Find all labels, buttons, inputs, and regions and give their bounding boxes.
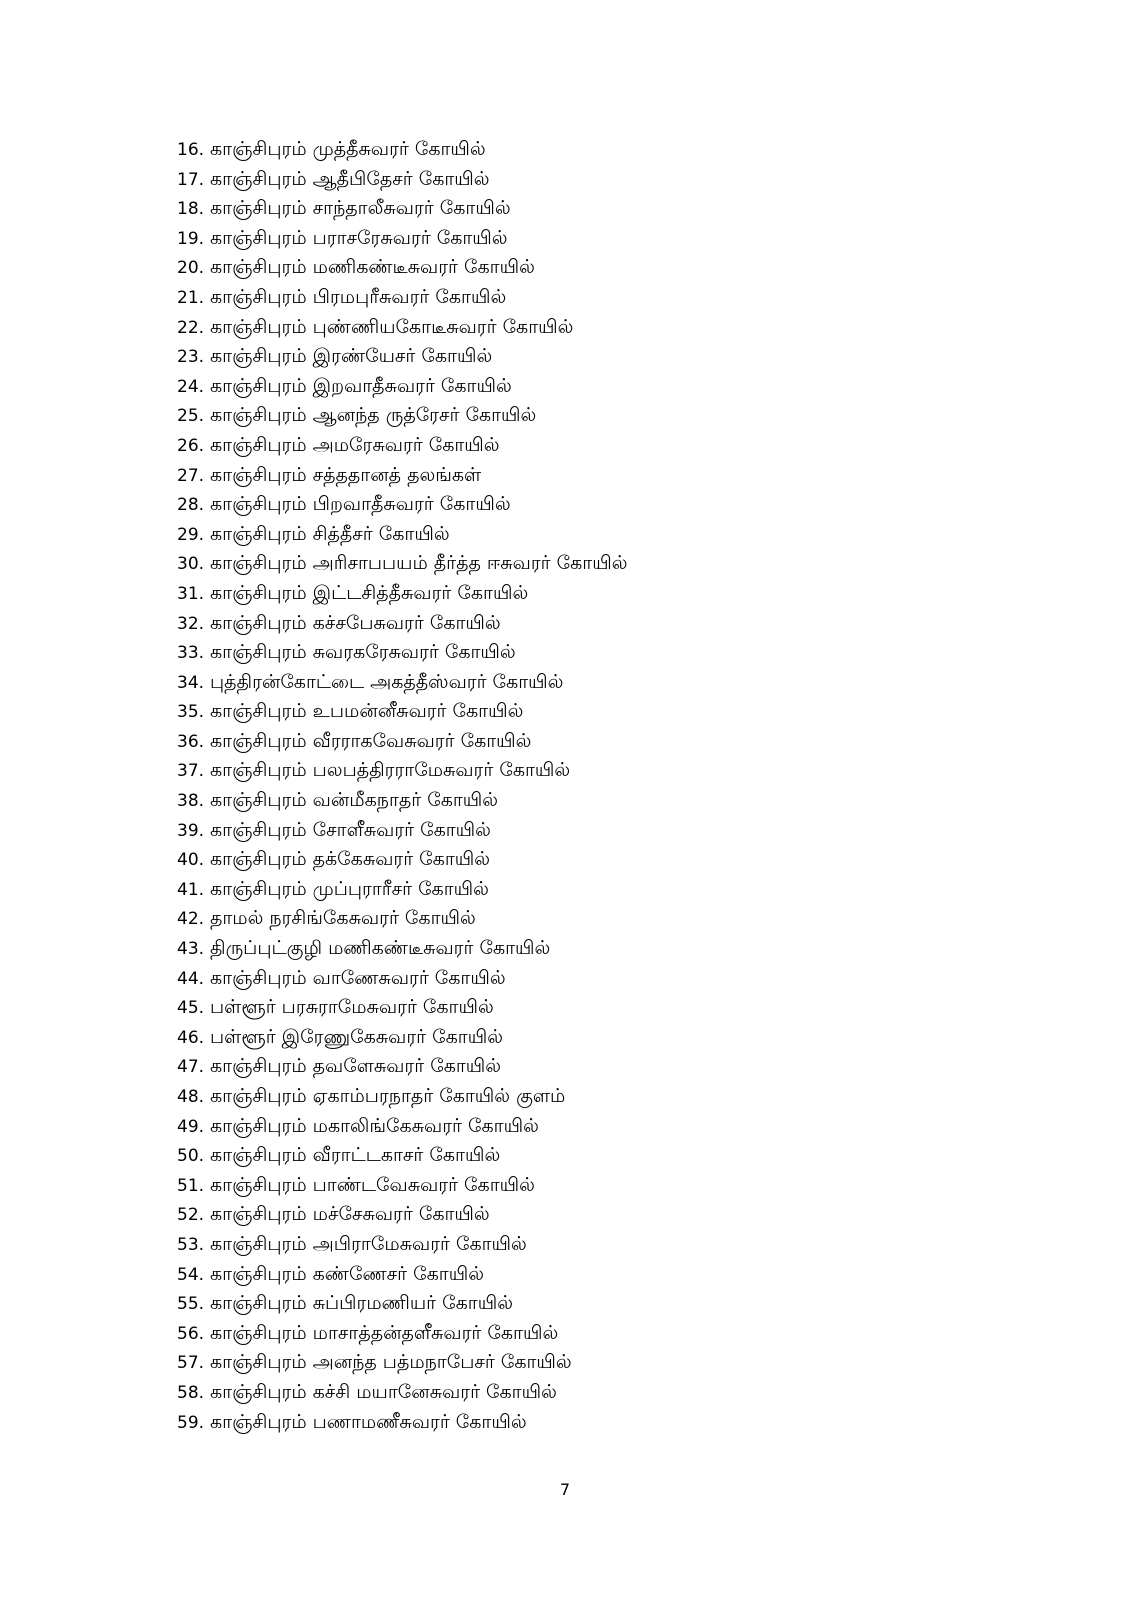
item-number: 54. bbox=[177, 1264, 205, 1285]
list-item bbox=[177, 609, 627, 639]
list-item bbox=[177, 313, 627, 343]
item-text: திருப்புட்குழி மணிகண்டீசுவரர் கோயில் bbox=[210, 937, 551, 960]
item-number: 55. bbox=[177, 1294, 205, 1315]
item-text: காஞ்சிபுரம் பலபத்திரராமேசுவரர் கோயில் bbox=[210, 759, 571, 782]
item-number: 47. bbox=[177, 1057, 205, 1078]
list-item bbox=[177, 579, 627, 609]
item-number: 50. bbox=[177, 1146, 205, 1167]
item-text: காஞ்சிபுரம் சுப்பிரமணியர் கோயில் bbox=[210, 1292, 513, 1315]
item-text: காஞ்சிபுரம் பிரமபுரீசுவரர் கோயில் bbox=[210, 285, 507, 308]
list-item bbox=[177, 253, 627, 283]
list-item bbox=[177, 1378, 627, 1408]
item-number: 27. bbox=[177, 465, 205, 486]
list-item bbox=[177, 401, 627, 431]
item-number: 52. bbox=[177, 1205, 205, 1226]
list-item bbox=[177, 549, 627, 579]
item-text: காஞ்சிபுரம் மகாலிங்கேசுவரர் கோயில் bbox=[210, 1114, 539, 1137]
item-text: காஞ்சிபுரம் இறவாதீசுவரர் கோயில் bbox=[210, 374, 512, 397]
item-number: 43. bbox=[177, 939, 205, 960]
item-text: காஞ்சிபுரம் ஆதீபிதேசர் கோயில் bbox=[210, 167, 490, 190]
item-text: காஞ்சிபுரம் தக்கேசுவரர் கோயில் bbox=[210, 848, 491, 871]
list-item bbox=[177, 964, 627, 994]
item-number: 16. bbox=[177, 140, 205, 160]
list-item bbox=[177, 1082, 627, 1112]
item-number: 41. bbox=[177, 879, 205, 900]
item-text: புத்திரன்கோட்டை அகத்தீஸ்வரர் கோயில் bbox=[210, 670, 564, 693]
item-text: காஞ்சிபுரம் ஏகாம்பரநாதர் கோயில் குளம் bbox=[210, 1085, 566, 1107]
item-number: 34. bbox=[177, 672, 205, 693]
list-item bbox=[177, 1171, 627, 1201]
item-text: காஞ்சிபுரம் அரிசாபபயம் தீர்த்த ஈசுவரர் கோயில் bbox=[210, 552, 628, 575]
item-text: காஞ்சிபுரம் கச்சி மயானேசுவரர் கோயில் bbox=[210, 1380, 557, 1403]
list-item bbox=[177, 786, 627, 816]
item-text: காஞ்சிபுரம் புண்ணியகோடீசுவரர் கோயில் bbox=[210, 315, 574, 338]
item-text: காஞ்சிபுரம் முத்தீசுவரர் கோயில் bbox=[210, 138, 486, 160]
item-number: 32. bbox=[177, 613, 205, 634]
list-item bbox=[177, 224, 627, 254]
item-text: காஞ்சிபுரம் உபமன்னீசுவரர் கோயில் bbox=[210, 700, 524, 723]
item-text: காஞ்சிபுரம் தவளேசுவரர் கோயில் bbox=[210, 1055, 502, 1078]
item-number: 19. bbox=[177, 228, 205, 249]
item-text: காஞ்சிபுரம் மாசாத்தன்தளீசுவரர் கோயில் bbox=[210, 1321, 559, 1344]
item-number: 21. bbox=[177, 287, 205, 308]
list-item bbox=[177, 1319, 627, 1349]
item-text: காஞ்சிபுரம் சாந்தாலீசுவரர் கோயில் bbox=[210, 197, 511, 220]
item-number: 45. bbox=[177, 998, 205, 1019]
item-text: காஞ்சிபுரம் கச்சபேசுவரர் கோயில் bbox=[210, 611, 501, 634]
item-number: 44. bbox=[177, 968, 205, 989]
list-item bbox=[177, 342, 627, 372]
page-number: 7 bbox=[559, 1480, 571, 1499]
item-number: 28. bbox=[177, 495, 205, 516]
list-item bbox=[177, 283, 627, 313]
item-text: காஞ்சிபுரம் பாண்டவேசுவரர் கோயில் bbox=[210, 1173, 535, 1196]
item-number: 26. bbox=[177, 435, 205, 456]
list-item bbox=[177, 756, 627, 786]
list-item bbox=[177, 697, 627, 727]
list-item bbox=[177, 372, 627, 402]
list-item bbox=[177, 520, 627, 550]
item-number: 57. bbox=[177, 1353, 205, 1374]
list-item bbox=[177, 875, 627, 905]
item-text: காஞ்சிபுரம் கண்ணேசர் கோயில் bbox=[210, 1262, 484, 1285]
list-item bbox=[177, 1408, 627, 1438]
list-item bbox=[177, 934, 627, 964]
item-number: 56. bbox=[177, 1323, 205, 1344]
item-text: காஞ்சிபுரம் முப்புராரீசர் கோயில் bbox=[210, 877, 489, 900]
item-number: 22. bbox=[177, 317, 205, 338]
list-item bbox=[177, 135, 627, 165]
item-text: காஞ்சிபுரம் வன்மீகநாதர் கோயில் bbox=[210, 789, 499, 812]
list-item bbox=[177, 638, 627, 668]
item-number: 37. bbox=[177, 761, 205, 782]
item-number: 58. bbox=[177, 1382, 205, 1403]
item-number: 33. bbox=[177, 643, 205, 664]
item-text: காஞ்சிபுரம் பணாமணீசுவரர் கோயில் bbox=[210, 1410, 527, 1433]
list-item bbox=[177, 1348, 627, 1378]
list-item bbox=[177, 1141, 627, 1171]
list-item bbox=[177, 490, 627, 520]
item-text: காஞ்சிபுரம் சித்தீசர் கோயில் bbox=[210, 522, 450, 545]
item-text: காஞ்சிபுரம் அமரேசுவரர் கோயில் bbox=[210, 433, 500, 456]
temple-list bbox=[177, 135, 627, 1437]
list-item bbox=[177, 727, 627, 757]
item-text: காஞ்சிபுரம் அனந்த பத்மநாபேசர் கோயில் bbox=[210, 1351, 572, 1374]
item-text: காஞ்சிபுரம் பராசரேசுவரர் கோயில் bbox=[210, 226, 508, 249]
list-item bbox=[177, 165, 627, 195]
item-number: 49. bbox=[177, 1116, 205, 1137]
list-item bbox=[177, 1260, 627, 1290]
item-number: 20. bbox=[177, 258, 205, 279]
list-item bbox=[177, 1023, 627, 1053]
item-number: 25. bbox=[177, 406, 205, 427]
item-text: காஞ்சிபுரம் பிறவாதீசுவரர் கோயில் bbox=[210, 493, 511, 516]
item-text: காஞ்சிபுரம் அபிராமேசுவரர் கோயில் bbox=[210, 1232, 527, 1255]
item-text: காஞ்சிபுரம் மச்சேசுவரர் கோயில் bbox=[210, 1203, 490, 1226]
item-text: காஞ்சிபுரம் சுவரகரேசுவரர் கோயில் bbox=[210, 641, 516, 664]
item-text: காஞ்சிபுரம் சோளீசுவரர் கோயில் bbox=[210, 818, 491, 841]
item-text: காஞ்சிபுரம் இட்டசித்தீசுவரர் கோயில் bbox=[210, 581, 529, 604]
item-text: காஞ்சிபுரம் சத்ததானத் தலங்கள் bbox=[210, 463, 482, 486]
list-item bbox=[177, 461, 627, 491]
list-item bbox=[177, 1200, 627, 1230]
list-item bbox=[177, 816, 627, 846]
item-number: 23. bbox=[177, 347, 205, 368]
item-number: 48. bbox=[177, 1087, 205, 1107]
item-text: காஞ்சிபுரம் மணிகண்டீசுவரர் கோயில் bbox=[210, 256, 535, 279]
item-number: 40. bbox=[177, 850, 205, 871]
item-text: காஞ்சிபுரம் இரண்யேசர் கோயில் bbox=[210, 345, 493, 368]
list-item bbox=[177, 845, 627, 875]
list-item bbox=[177, 1289, 627, 1319]
list-item bbox=[177, 904, 627, 934]
list-item bbox=[177, 1230, 627, 1260]
item-number: 36. bbox=[177, 731, 205, 752]
item-text: காஞ்சிபுரம் வீராட்டகாசர் கோயில் bbox=[210, 1144, 501, 1167]
item-number: 59. bbox=[177, 1412, 205, 1433]
item-number: 39. bbox=[177, 820, 205, 841]
item-number: 51. bbox=[177, 1175, 205, 1196]
item-number: 53. bbox=[177, 1234, 205, 1255]
list-item bbox=[177, 431, 627, 461]
item-number: 30. bbox=[177, 554, 205, 575]
list-item bbox=[177, 993, 627, 1023]
item-number: 38. bbox=[177, 791, 205, 812]
item-text: தாமல் நரசிங்கேசுவரர் கோயில் bbox=[210, 907, 476, 930]
item-text: பள்ளூர் இரேணுகேசுவரர் கோயில் bbox=[210, 1025, 503, 1048]
item-text: காஞ்சிபுரம் வீரராகவேசுவரர் கோயில் bbox=[210, 729, 532, 752]
list-item bbox=[177, 1112, 627, 1142]
item-number: 35. bbox=[177, 702, 205, 723]
item-number: 46. bbox=[177, 1027, 205, 1048]
list-item bbox=[177, 668, 627, 698]
list-item bbox=[177, 1052, 627, 1082]
item-number: 17. bbox=[177, 169, 205, 190]
item-number: 42. bbox=[177, 909, 205, 930]
item-text: காஞ்சிபுரம் ஆனந்த ருத்ரேசர் கோயில் bbox=[210, 404, 537, 427]
item-number: 31. bbox=[177, 583, 205, 604]
item-text: பள்ளூர் பரசுராமேசுவரர் கோயில் bbox=[210, 996, 494, 1019]
list-item bbox=[177, 194, 627, 224]
item-number: 24. bbox=[177, 376, 205, 397]
item-text: காஞ்சிபுரம் வாணேசுவரர் கோயில் bbox=[210, 966, 506, 989]
item-number: 18. bbox=[177, 199, 205, 220]
item-number: 29. bbox=[177, 524, 205, 545]
